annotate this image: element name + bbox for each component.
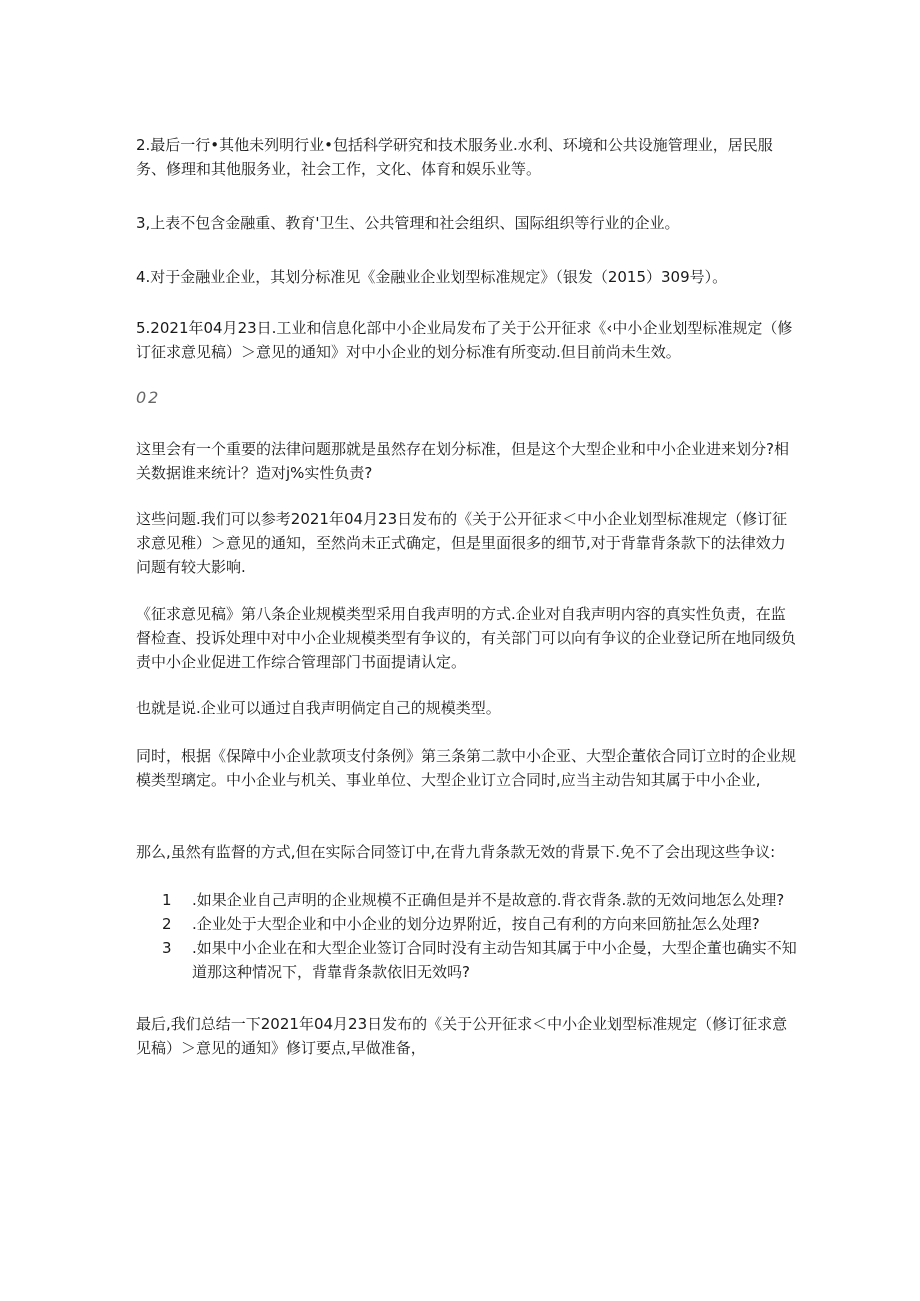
paragraph-article-8: 《征求意见稿》第八条企业规模类型采用自我声明的方式.企业对自我声明内容的真实性负责，在监督检查、投诉处理中对中小企业规模类型有争议的，有关部门可以向有争议的企业登记所在地同级负责中小企业促进工作综合管理部门书面提请认定。 [136,605,797,671]
dispute-list [136,888,798,984]
paragraph-legal-question: 这里会有一个重要的法律问题那就是虽然存在划分标准，但是这个大型企业和中小企业进来划分?相关数据谁来统计？造对j%实性负责? [136,440,789,482]
note-5: 5.2021年04月23日.工业和信息化部中小企业局发布了关于公开征求《‹中小企业划型标准规定（修订征求意见稿）＞意见的通知》对中小企业的划分标准有所变动.但目前尚未生效。 [136,319,793,361]
note-3: 3,上表不包含金融重、教育'卫生、公共管理和社会组织、国际组织等行业的企业。 [136,214,680,232]
paragraph-payment-regulation: 同时，根据《保障中小企业款项支付条例》第三条第二款中小企亚、大型企董依合同订立时的企业规模类型璃定。中小企业与机关、事业单位、大型企业订立合同时,应当主动告知其属于中小企业, [136,747,797,789]
section-number: 02 [136,388,161,407]
paragraph-closing: 最后,我们总结一下2021年04月23日发布的《关于公开征求＜中小企业划型标准规定（修订征求意见稿）＞意见的通知》修订要点,早做准备， [136,1015,788,1057]
note-4: 4.对于金融业企业，其划分标准见《金融业企业划型标准规定》（银发（2015）309号）。 [136,268,728,286]
note-2: 2.最后一行•其他未列明行业•包括科学研究和技术服务业.水利、环境和公共设施管理业，居民服务、修理和其他服务业，社会工作，文化、体育和娱乐业等。 [136,136,773,178]
list-text: .企业处于大型企业和中小企业的划分边界附近，按自己有利的方向来回筋扯怎么处理? [192,915,760,933]
list-text: .如果企业自己声明的企业规模不正确但是并不是故意的.背衣背条.款的无效问地怎么处理? [192,891,785,909]
list-number: 1 [162,891,172,909]
list-number: 2 [162,915,172,933]
list-item [136,912,798,936]
paragraph-disputes: 那么,虽然有监督的方式,但在实际合同签订中,在背九背条款无效的背景下.免不了会出现这些争议: [136,843,776,861]
list-item [136,936,798,984]
paragraph-reference: 这些问题.我们可以参考2021年04月23日发布的《关于公开征求＜中小企业划型标准规定（修订征求意见稚）＞意见的通知，至然尚未正式确定，但是里面很多的细节,对于背靠背条款下的法律效力问题有较大影响. [136,510,788,576]
paragraph-self-declaration: 也就是说.企业可以通过自我声明倘定自己的规模类型。 [136,699,501,717]
list-item [136,888,798,912]
list-text: .如果中小企业在和大型企业签订合同时没有主动告知其属于中小企曼，大型企董也确实不知道那这种情况下，背靠背条款依旧无效吗? [192,939,797,981]
list-number: 3 [162,939,172,957]
